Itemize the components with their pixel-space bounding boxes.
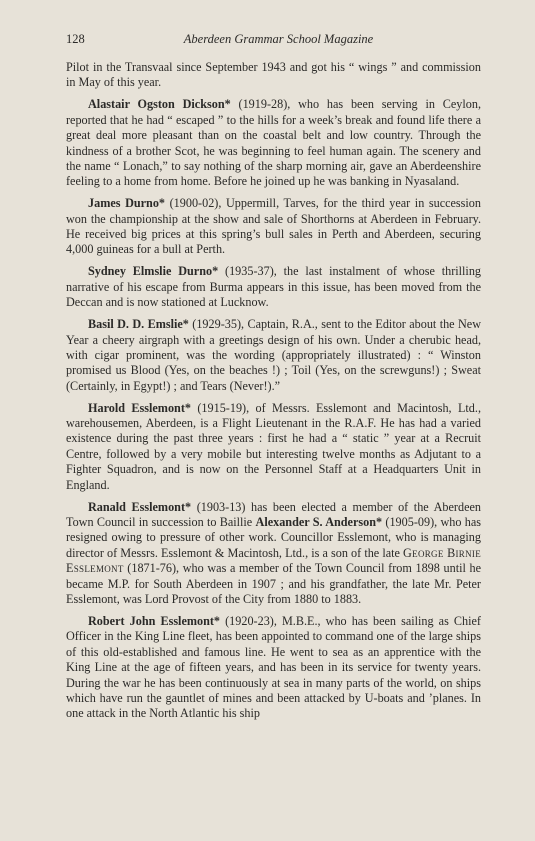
- person-name: Alexander S. Anderson*: [255, 514, 383, 529]
- paragraph-james-durno: James Durno* (1900-02), Uppermill, Tarves, for the third year in succession won the championship at the show and sale of Shorthorns at Aberdeen in February. He received big prices at this spring’s bull sales in Perth and Aberdeen, securing 4,000 guineas for a bull at Perth.: [66, 196, 481, 257]
- paragraph-harold-esslemont: Harold Esslemont* (1915-19), of Messrs. Esslemont and Macintosh, Ltd., warehousemen, Aberdeen, is a Flight Lieutenant in the R.A.F. He has had a varied existence during the past three years : first he had a “ static ” year at a Recruit Centre, followed by a very mobile but interesting twelve months as Adjutant to a Fighter Squadron, and is now on the Personnel Staff at a Headquarters Unit in England.: [66, 400, 481, 492]
- paragraph-continued: Pilot in the Transvaal since September 1943 and got his “ wings ” and commission in May of this year.: [66, 60, 481, 90]
- person-name: Harold Esslemont*: [88, 400, 191, 415]
- person-name: James Durno*: [88, 196, 166, 211]
- person-name: Robert John Esslemont*: [88, 613, 221, 628]
- person-name: Sydney Elmslie Durno*: [88, 264, 219, 279]
- person-name: Basil D. D. Emslie*: [88, 317, 189, 332]
- paragraph-dickson: Alastair Ogston Dickson* (1919-28), who has been serving in Ceylon, reported that he had “ escaped ” to the hills for a week’s break and found life there a great deal more pleasant than on the coastal belt and low country. Through the kindness of a brother Scot, he was beginning to feel human again. The scenery and the name “ Lonach,” to say nothing of the sharp morning air, gave an Aberdeenshire feeling to a home from home. Before he joined up he was banking in Nyasaland.: [66, 97, 481, 189]
- running-title: Aberdeen Grammar School Magazine: [183, 32, 374, 46]
- paragraph-robert-esslemont: Robert John Esslemont* (1920-23), M.B.E., who has been sailing as Chief Officer in the King Line fleet, has been appointed to command one of the large ships of this old-established and famous line. He went to sea as an apprentice with the King Line at the age of fifteen years, and has been in its service for twenty years. During the war he has been continuously at sea in many parts of the world, on ships which have run the gauntlet of mines and been attacked by U-boats and ’planes. In one attack in the North Atlantic his ship: [66, 613, 481, 721]
- person-name: Ranald Esslemont*: [88, 499, 192, 514]
- paragraph-emslie: Basil D. D. Emslie* (1929-35), Captain, R.A., sent to the Editor about the New Year a cheery airgraph with a greetings design of his own. Under a cherubic head, with cigar prominent, was the wording (appropriately illustrated) : “ Winston promised us Blood (Yes, on the beaches !) ; Toil (Yes, on the screwguns!) ; Sweat (Certainly, in Egypt!) ; and Tears (Never!).”: [66, 317, 481, 393]
- page-number: 128: [66, 32, 85, 46]
- paragraph-ranald-esslemont: Ranald Esslemont* (1903-13) has been elected a member of the Aberdeen Town Council in succession to Baillie Alexander S. Anderson* (1905-09), who has resigned owing to pressure of other work. Councillor Esslemont, who is managing director of Messrs. Esslemont & Macintosh, Ltd., is a son of the late George Birnie Esslemont (1871-76), who was a member of the Town Council from 1898 until he became M.P. for South Aberdeen in 1907 ; and his grandfather, the late Mr. Peter Esslemont, was Lord Provost of the City from 1880 to 1883.: [66, 499, 481, 606]
- page-header: [66, 32, 481, 50]
- person-name-small-caps: George Birnie Esslemont: [66, 545, 481, 576]
- paragraph-sydney-durno: Sydney Elmslie Durno* (1935-37), the last instalment of whose thrilling narrative of his escape from Burma appears in this issue, has been moved from the Deccan and is now stationed at Lucknow.: [66, 264, 482, 310]
- person-name: Alastair Ogston Dickson*: [88, 97, 231, 112]
